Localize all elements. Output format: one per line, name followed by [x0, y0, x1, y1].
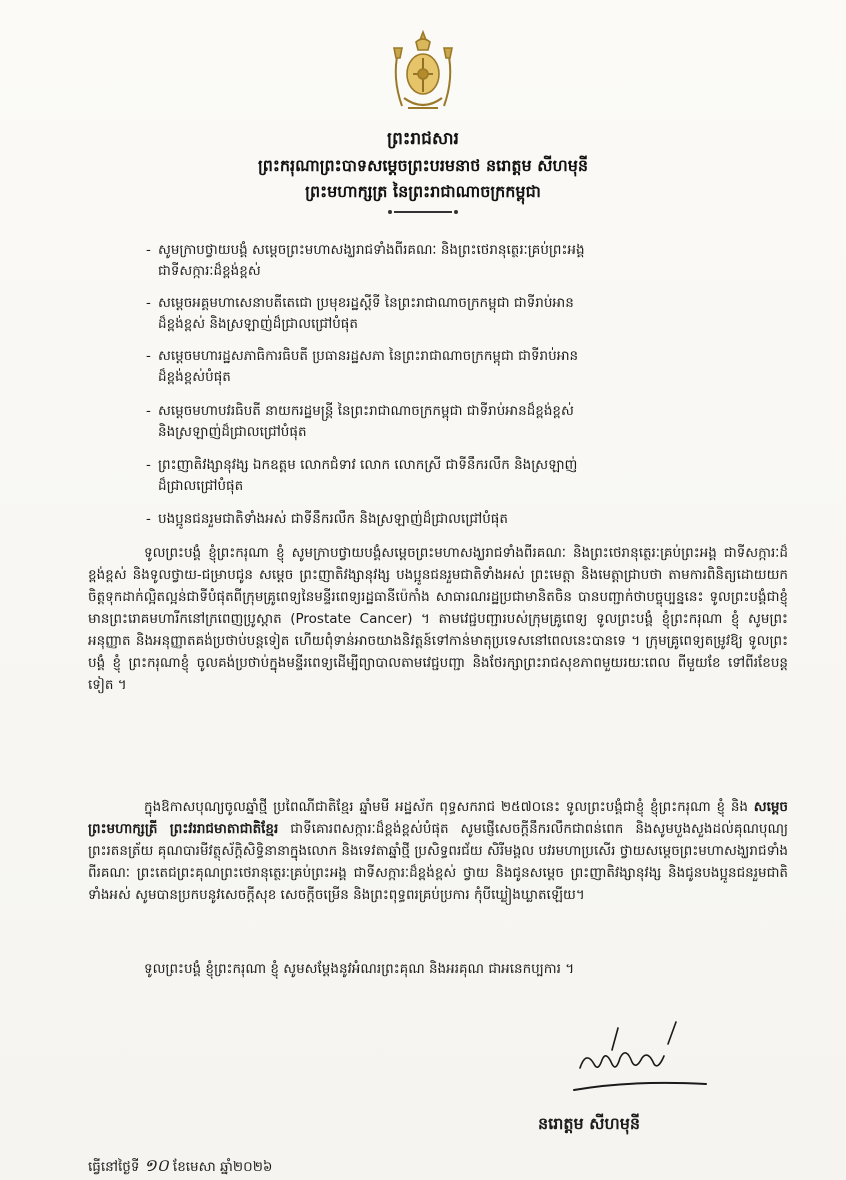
addressee-item: - ព្រះញាតិវង្សានុវង្ស ឯកឧត្តម លោកជំទាវ លោក លោកស្រី ជាទីនឹករលឹក និងស្រឡាញ់ ដ៏ជ្រាលជ្រៅបំផុត: [146, 457, 578, 494]
date-line: ធ្វើនៅថ្ងៃទី ១០ ខែមេសា ឆ្នាំ២០២៦: [88, 1156, 273, 1176]
document-title: ព្រះរាជសារ: [387, 129, 459, 149]
heading-ornament-divider: [394, 211, 452, 213]
addressee-item: - បងប្អូនជនរួមជាតិទាំងអស់ ជាទីនឹករលឹក និងស្រឡាញ់ដ៏ជ្រាលជ្រៅបំផុត: [146, 511, 508, 527]
date-day: ១០: [143, 1156, 169, 1176]
signer-name: នរោត្តម សីហមុនី: [538, 1114, 641, 1133]
addressee-item: - សូមក្រាបថ្វាយបង្គំ សម្តេចព្រះមហាសង្ឃរាជទាំងពីរគណៈ និងព្រះថេរានុត្ថេរៈគ្រប់ព្រះអង្គ ជាទីសក្ការៈដ៏ខ្ពង់ខ្ពស់: [146, 242, 585, 279]
addressee-item: - សម្តេចមហាបវរធិបតី នាយករដ្ឋមន្ត្រី នៃព្រះរាជាណាចក្រកម្ពុជា ជាទីរាប់អានដ៏ខ្ពង់ខ្ពស់ និងស្រឡាញ់ដ៏ជ្រាលជ្រៅបំផុត: [146, 403, 574, 440]
body-paragraph-thanks: ទូលព្រះបង្គំ ខ្ញុំព្រះករុណា ខ្ញុំ សូមសម្តែងនូវអំណរព្រះគុណ និងអរគុណ ជាអនេកប្បការ ។: [144, 961, 575, 977]
addressee-item: - សម្តេចអគ្គមហាសេនាបតីតេជោ ប្រមុខរដ្ឋស្តីទី នៃព្រះរាជាណាចក្រកម្ពុជា ជាទីរាប់អាន ដ៏ខ្ពង់ខ្ពស់ និងស្រឡាញ់ដ៏ជ្រាលជ្រៅបំផុត: [146, 295, 574, 332]
body-paragraph-new-year: ក្នុងឱកាសបុណ្យចូលឆ្នាំថ្មី ប្រពៃណីជាតិខ្មែរ ឆ្នាំមមី អដ្ឋស័ក ពុទ្ធសករាជ ២៥៧០នេះ ទូលព្រះបង្គំជាខ្ញុំ ខ្ញុំព្រះករុណា ខ្ញុំ និង សម្តេចព្រះមហាក្សត្រី ព្រះវររាជមាតាជាតិខ្មែរ ជាទីគោរពសក្ការៈដ៏ខ្ពង់ខ្ពស់បំផុត សូមផ្ញើសេចក្តីនឹករលឹកជាពន់ពេក និងសូមបួងសួងដល់គុណបុណ្យព្រះរតនត្រ័យ គុណបារមីវត្ថុស័ក្តិសិទ្ធិនានាក្នុងលោក និងទេវតាឆ្នាំថ្មី ប្រសិទ្ធពរជ័យ សិរីមង្គល បវរមហាប្រសើរ ថ្វាយសម្តេចព្រះមហាសង្ឃរាជទាំងពីរគណៈ ព្រះតេជព្រះគុណព្រះថេរានុត្ថេរៈគ្រប់ព្រះអង្គ ជាទីសក្ការៈដ៏ខ្ពង់ខ្ពស់ ថ្វាយ និងជូនសម្តេច ព្រះញាតិវង្សានុវង្ស និងជូនបងប្អូនជនរួមជាតិទាំងអស់ សូមបានប្រកបនូវសេចក្តីសុខ សេចក្តីចម្រើន និងព្រះពុទ្ធពរគ្រប់ប្រការ កុំបីឃ្លៀងឃ្លាតឡើយ។: [88, 799, 788, 903]
sender-title: ព្រះករុណាព្រះបាទសម្តេចព្រះបរមនាថ នរោត្តម សីហមុនី: [257, 156, 589, 175]
handwritten-signature: [572, 1020, 712, 1100]
addressee-item: - សម្តេចមហារដ្ឋសភាធិការធិបតី ប្រធានរដ្ឋសភា នៃព្រះរាជាណាចក្រកម្ពុជា ជាទីរាប់អាន ដ៏ខ្ពង់ខ្ពស់បំផុត: [146, 348, 579, 385]
sender-subtitle: ព្រះមហាក្សត្រ នៃព្រះរាជាណាចក្រកម្ពុជា: [305, 182, 541, 201]
queen-mother-title: សម្តេចព្រះមហាក្សត្រី ព្រះវររាជមាតាជាតិខ្មែរ: [88, 799, 788, 837]
body-paragraph-health: ទូលព្រះបង្គំ ខ្ញុំព្រះករុណា ខ្ញុំ សូមក្រាបថ្វាយបង្គំសម្តេចព្រះមហាសង្ឃរាជទាំងពីរគណៈ និងព្រះថេរានុត្ថេរៈគ្រប់ព្រះអង្គ ជាទីសក្ការៈដ៏ខ្ពង់ខ្ពស់ និងទូលថ្វាយ-ជម្រាបជូន សម្តេច ព្រះញាតិវង្សានុវង្ស បងប្អូនជនរួមជាតិទាំងអស់ ព្រះមេត្តា និងមេត្តាជ្រាបថា តាមការពិនិត្យដោយយកចិត្តទុកដាក់ល្អិតល្អន់ជាទីបំផុតពីក្រុមគ្រូពេទ្យនៃមន្ទីរពេទ្យរដ្ឋធានីប៉េកាំង សាធារណរដ្ឋប្រជាមានិតចិន បានបញ្ជាក់ថាបច្ចុប្បន្ននេះ ទូលព្រះបង្គំជាខ្ញុំ មានព្រះរោគមហារីកនៅក្រពេញប្រូស្តាត (Prostate Cancer) ។ តាមវេជ្ជបញ្ជារបស់ក្រុមគ្រូពេទ្យ ទូលព្រះបង្គំ ខ្ញុំព្រះករុណា ខ្ញុំ សូមព្រះអនុញ្ញាត និងអនុញ្ញាតគង់ប្រថាប់បន្តទៀត ហើយពុំទាន់អាចយាងនិវត្តន៍ទៅកាន់មាតុប្រទេសនៅពេលនេះបានទេ ។ ក្រុមគ្រូពេទ្យតម្រូវឱ្យ ទូលព្រះបង្គំ ខ្ញុំ ព្រះករុណាខ្ញុំ ចូលគង់ប្រថាប់ក្នុងមន្ទីរពេទ្យដើម្បីព្យាបាលតាមវេជ្ជបញ្ជា និងថែរក្សាព្រះរាជសុខភាពមួយរយៈពេល ពីមួយខែ ទៅពីរខែបន្តទៀត ។: [88, 545, 788, 693]
royal-coat-of-arms-icon: [368, 28, 478, 118]
